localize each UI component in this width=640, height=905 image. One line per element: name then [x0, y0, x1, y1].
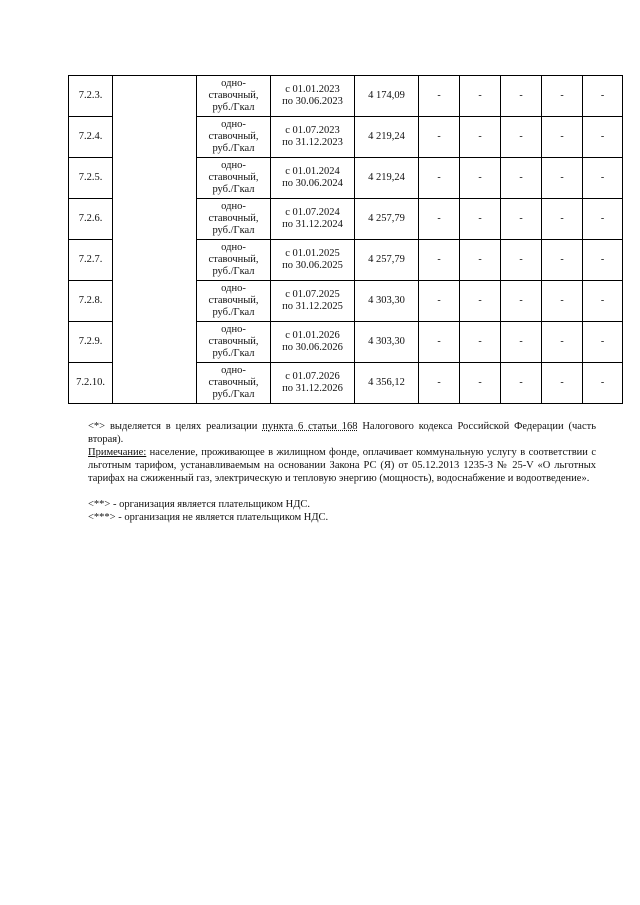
empty-value-cell: - — [419, 322, 460, 363]
unit-line: одно- — [221, 242, 246, 253]
empty-value-cell: - — [501, 240, 542, 281]
tariff-value: 4 356,12 — [355, 363, 419, 404]
empty-cell — [113, 76, 197, 404]
period-to: по 31.12.2026 — [282, 383, 343, 394]
unit-line: руб./Гкал — [212, 102, 255, 113]
remark-label: Примечание: — [88, 447, 147, 458]
period-from: с 01.07.2025 — [285, 289, 340, 300]
unit-line: ставочный, — [208, 336, 259, 347]
footnote-vat-allocation: <*> выделяется в целях реализации пункта 6 статьи 168 Налогового кодекса Российской Федерации (часть вторая). — [88, 421, 597, 445]
footnote-vat-payer: <**> - организация является плательщиком НДС. — [88, 499, 310, 510]
unit-line: одно- — [221, 365, 246, 376]
empty-value-cell: - — [583, 76, 623, 117]
empty-value-cell: - — [501, 199, 542, 240]
tariff-value: 4 219,24 — [355, 158, 419, 199]
period-from: с 01.07.2024 — [285, 207, 340, 218]
empty-value-cell: - — [419, 117, 460, 158]
empty-value-cell: - — [419, 240, 460, 281]
period-cell — [271, 240, 355, 281]
empty-value-cell: - — [583, 281, 623, 322]
unit-line: одно- — [221, 324, 246, 335]
unit-cell — [197, 199, 271, 240]
table-row — [69, 76, 623, 117]
empty-value-cell: - — [583, 158, 623, 199]
period-cell — [271, 322, 355, 363]
empty-value-cell: - — [542, 240, 583, 281]
period-to: по 31.12.2023 — [282, 137, 343, 148]
unit-cell — [197, 363, 271, 404]
empty-value-cell: - — [501, 281, 542, 322]
row-number: 7.2.7. — [69, 240, 113, 281]
period-from: с 01.01.2025 — [285, 248, 340, 259]
unit-line: одно- — [221, 160, 246, 171]
empty-value-cell: - — [583, 322, 623, 363]
unit-line: руб./Гкал — [212, 307, 255, 318]
unit-line: руб./Гкал — [212, 266, 255, 277]
unit-cell — [197, 322, 271, 363]
tariff-value: 4 303,30 — [355, 322, 419, 363]
empty-value-cell: - — [419, 199, 460, 240]
tariff-value: 4 219,24 — [355, 117, 419, 158]
period-to: по 30.06.2025 — [282, 260, 343, 271]
period-from: с 01.01.2024 — [285, 166, 340, 177]
period-cell — [271, 281, 355, 322]
row-number: 7.2.9. — [69, 322, 113, 363]
empty-value-cell: - — [542, 76, 583, 117]
empty-value-cell: - — [419, 158, 460, 199]
period-to: по 31.12.2025 — [282, 301, 343, 312]
row-number: 7.2.6. — [69, 199, 113, 240]
empty-value-cell: - — [419, 76, 460, 117]
unit-line: ставочный, — [208, 213, 259, 224]
footnote-not-vat-payer: <***> - организация не является плательщиком НДС. — [88, 512, 329, 523]
unit-cell — [197, 240, 271, 281]
empty-value-cell: - — [583, 363, 623, 404]
empty-value-cell: - — [501, 158, 542, 199]
unit-cell — [197, 76, 271, 117]
unit-line: одно- — [221, 78, 246, 89]
unit-line: одно- — [221, 201, 246, 212]
unit-line: ставочный, — [208, 295, 259, 306]
empty-value-cell: - — [542, 363, 583, 404]
unit-line: ставочный, — [208, 90, 259, 101]
notes-section — [88, 420, 596, 524]
unit-line: руб./Гкал — [212, 143, 255, 154]
period-to: по 30.06.2026 — [282, 342, 343, 353]
empty-value-cell: - — [460, 158, 501, 199]
empty-value-cell: - — [501, 322, 542, 363]
unit-line: руб./Гкал — [212, 184, 255, 195]
empty-value-cell: - — [501, 117, 542, 158]
empty-value-cell: - — [501, 363, 542, 404]
empty-value-cell: - — [501, 76, 542, 117]
period-to: по 30.06.2023 — [282, 96, 343, 107]
row-number: 7.2.8. — [69, 281, 113, 322]
empty-value-cell: - — [460, 117, 501, 158]
row-number: 7.2.10. — [69, 363, 113, 404]
unit-line: руб./Гкал — [212, 225, 255, 236]
empty-value-cell: - — [542, 322, 583, 363]
period-to: по 31.12.2024 — [282, 219, 343, 230]
empty-value-cell: - — [542, 117, 583, 158]
empty-value-cell: - — [419, 363, 460, 404]
period-from: с 01.07.2026 — [285, 371, 340, 382]
empty-value-cell: - — [583, 199, 623, 240]
period-cell — [271, 117, 355, 158]
tariff-value: 4 257,79 — [355, 199, 419, 240]
empty-value-cell: - — [583, 240, 623, 281]
unit-line: руб./Гкал — [212, 348, 255, 359]
period-to: по 30.06.2024 — [282, 178, 343, 189]
unit-line: руб./Гкал — [212, 389, 255, 400]
period-cell — [271, 76, 355, 117]
tariff-value: 4 174,09 — [355, 76, 419, 117]
empty-value-cell: - — [460, 322, 501, 363]
unit-line: ставочный, — [208, 131, 259, 142]
unit-line: одно- — [221, 283, 246, 294]
unit-line: ставочный, — [208, 254, 259, 265]
period-from: с 01.07.2023 — [285, 125, 340, 136]
unit-cell — [197, 117, 271, 158]
period-from: с 01.01.2023 — [285, 84, 340, 95]
empty-value-cell: - — [583, 117, 623, 158]
period-cell — [271, 158, 355, 199]
row-number: 7.2.4. — [69, 117, 113, 158]
period-cell — [271, 363, 355, 404]
unit-line: ставочный, — [208, 172, 259, 183]
row-number: 7.2.3. — [69, 76, 113, 117]
unit-cell — [197, 281, 271, 322]
tax-code-link[interactable]: пункта 6 статьи 168 — [262, 421, 358, 432]
empty-value-cell: - — [542, 158, 583, 199]
period-from: с 01.01.2026 — [285, 330, 340, 341]
empty-value-cell: - — [460, 240, 501, 281]
tariff-table-body — [69, 76, 623, 404]
period-cell — [271, 199, 355, 240]
tariff-value: 4 303,30 — [355, 281, 419, 322]
empty-value-cell: - — [542, 281, 583, 322]
remark: Примечание: население, проживающее в жилищном фонде, оплачивает коммунальную услугу в соответствии с льготным тарифом, устанавливаемым на основании Закона РС (Я) от 05.12.2013 1235-З № 25-V «О льготных тарифах на сжиженный газ, электрическую и тепловую энергию (мощность), водоснабжение и водоотведение». — [88, 447, 596, 484]
empty-value-cell: - — [419, 281, 460, 322]
tariff-value: 4 257,79 — [355, 240, 419, 281]
unit-cell — [197, 158, 271, 199]
empty-value-cell: - — [542, 199, 583, 240]
empty-value-cell: - — [460, 76, 501, 117]
empty-value-cell: - — [460, 199, 501, 240]
empty-value-cell: - — [460, 281, 501, 322]
tariff-table — [68, 75, 623, 404]
unit-line: ставочный, — [208, 377, 259, 388]
row-number: 7.2.5. — [69, 158, 113, 199]
unit-line: одно- — [221, 119, 246, 130]
empty-value-cell: - — [460, 363, 501, 404]
